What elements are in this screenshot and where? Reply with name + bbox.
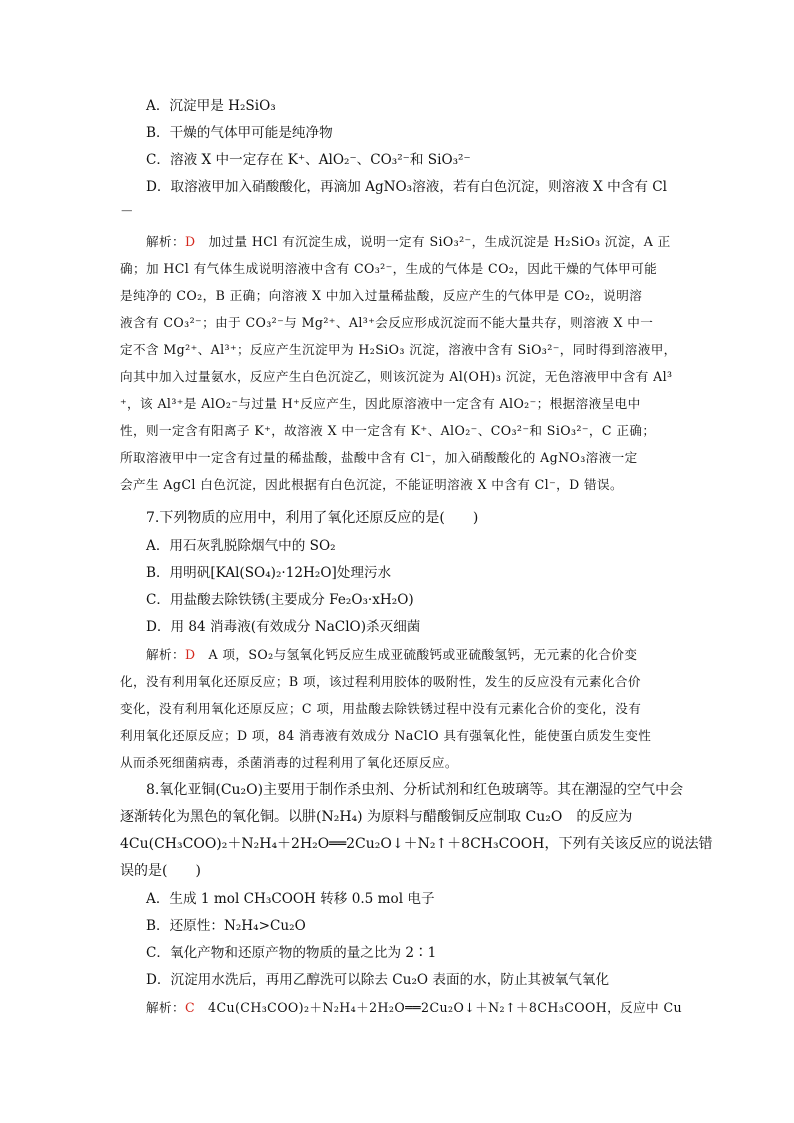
q6-option-d-continuation: － [120, 204, 134, 220]
q6-option-d: D．取溶液甲加入硝酸酸化，再滴加 AgNO₃溶液，若有白色沉淀，则溶液 X 中含有 Cl [146, 179, 668, 195]
q8-option-d: D．沉淀用水洗后，再用乙醇洗可以除去 Cu₂O 表面的水，防止其被氧气氧化 [146, 972, 610, 988]
q6-solution-line: 所取溶液甲中一定含有过量的稀盐酸，盐酸中含有 Cl⁻，加入硝酸酸化的 AgNO₃溶液一定 [120, 450, 638, 465]
q8-solution-line: 解析：C 4Cu(CH₃COO)₂＋N₂H₄＋2H₂O══2Cu₂O↓＋N₂↑＋8CH₃COOH，反应中 Cu [146, 1000, 683, 1015]
q6-option-a: A．沉淀甲是 H₂SiO₃ [146, 98, 276, 114]
q6-solution-line: 性，则一定含有阳离子 K⁺，故溶液 X 中一定含有 K⁺、AlO₂⁻、CO₃²⁻和 SiO₃²⁻，C 正确； [120, 423, 656, 438]
q8-stem-line: 逐渐转化为黑色的氧化铜。以肼(N₂H₄) 为原料与醋酸铜反应制取 Cu₂O 的反应为 [120, 809, 633, 825]
q8-stem-line: 4Cu(CH₃COO)₂＋N₂H₄＋2H₂O══2Cu₂O↓＋N₂↑＋8CH₃COOH，下列有关该反应的说法错 [120, 836, 713, 852]
q6-solution-line: 向其中加入过量氨水，反应产生白色沉淀乙，则该沉淀为 Al(OH)₃ 沉淀，无色溶液甲中含有 Al³ [120, 369, 673, 384]
q7-option-c: C．用盐酸去除铁锈(主要成分 Fe₂O₃·xH₂O) [146, 592, 414, 608]
q7-option-a: A．用石灰乳脱除烟气中的 SO₂ [146, 538, 336, 554]
q7-solution-line: 化，没有利用氧化还原反应；B 项，该过程利用胶体的吸附性，发生的反应没有元素化合价 [120, 674, 641, 689]
q8-stem-line: 8.氧化亚铜(Cu₂O)主要用于制作杀虫剂、分析试剂和红色玻璃等。其在潮湿的空气中会 [146, 782, 684, 798]
answer-letter: D [184, 234, 196, 249]
q6-solution-line: 确；加 HCl 有气体生成说明溶液中含有 CO₃²⁻，生成的气体是 CO₂，因此干燥的气体甲可能 [120, 261, 658, 276]
solution-label: 解析： [146, 647, 185, 662]
q7-stem: 7.下列物质的应用中，利用了氧化还原反应的是( ) [146, 510, 479, 526]
q8-option-b: B．还原性：N₂H₄>Cu₂O [146, 918, 306, 934]
q7-option-b: B．用明矾[KAl(SO₄)₂·12H₂O]处理污水 [146, 565, 392, 581]
q7-solution-line: 利用氧化还原反应；D 项，84 消毒液有效成分 NaClO 具有强氧化性，能使蛋白质发生变性 [120, 728, 652, 743]
q8-option-c: C．氧化产物和还原产物的物质的量之比为 2∶1 [146, 945, 437, 961]
q6-option-b: B．干燥的气体甲可能是纯净物 [146, 125, 333, 141]
answer-letter: C [184, 1000, 196, 1015]
q7-solution-line: 解析：D A 项，SO₂与氢氧化钙反应生成亚硫酸钙或亚硫酸氢钙，无元素的化合价变 [146, 647, 638, 662]
q8-stem-line: 误的是( ) [120, 863, 201, 879]
q6-solution-line: 会产生 AgCl 白色沉淀，因此根据有白色沉淀，不能证明溶液 X 中含有 Cl⁻，D 错误。 [120, 477, 624, 492]
q8-option-a: A．生成 1 mol CH₃COOH 转移 0.5 mol 电子 [146, 891, 435, 907]
answer-letter: D [184, 647, 196, 662]
solution-label: 解析： [146, 234, 185, 249]
q7-option-d: D．用 84 消毒液(有效成分 NaClO)杀灭细菌 [146, 619, 421, 635]
q6-solution-line: 液含有 CO₃²⁻；由于 CO₃²⁻与 Mg²⁺、Al³⁺会反应形成沉淀而不能大量共存，则溶液 X 中一 [120, 315, 654, 330]
q6-solution-line: 解析：D 加过量 HCl 有沉淀生成，说明一定有 SiO₃²⁻，生成沉淀是 H₂SiO₃ 沉淀，A 正 [146, 234, 671, 249]
q7-solution-line: 从而杀死细菌病毒，杀菌消毒的过程利用了氧化还原反应。 [120, 755, 458, 770]
q7-solution-line: 变化，没有利用氧化还原反应；C 项，用盐酸去除铁锈过程中没有元素化合价的变化，没有 [120, 701, 642, 716]
q6-solution-line: 定不含 Mg²⁺、Al³⁺；反应产生沉淀甲为 H₂SiO₃ 沉淀，溶液中含有 SiO₃²⁻，同时得到溶液甲， [120, 342, 677, 357]
q6-solution-line: 是纯净的 CO₂，B 正确；向溶液 X 中加入过量稀盐酸，反应产生的气体甲是 CO₂，说明溶 [120, 288, 643, 303]
q6-option-c: C．溶液 X 中一定存在 K⁺、AlO₂⁻、CO₃²⁻和 SiO₃²⁻ [146, 152, 471, 168]
q6-solution-line: ⁺，该 Al³⁺是 AlO₂⁻与过量 H⁺反应产生，因此原溶液中一定含有 AlO₂⁻；根据溶液呈电中 [120, 396, 641, 411]
solution-label: 解析： [146, 1000, 185, 1015]
